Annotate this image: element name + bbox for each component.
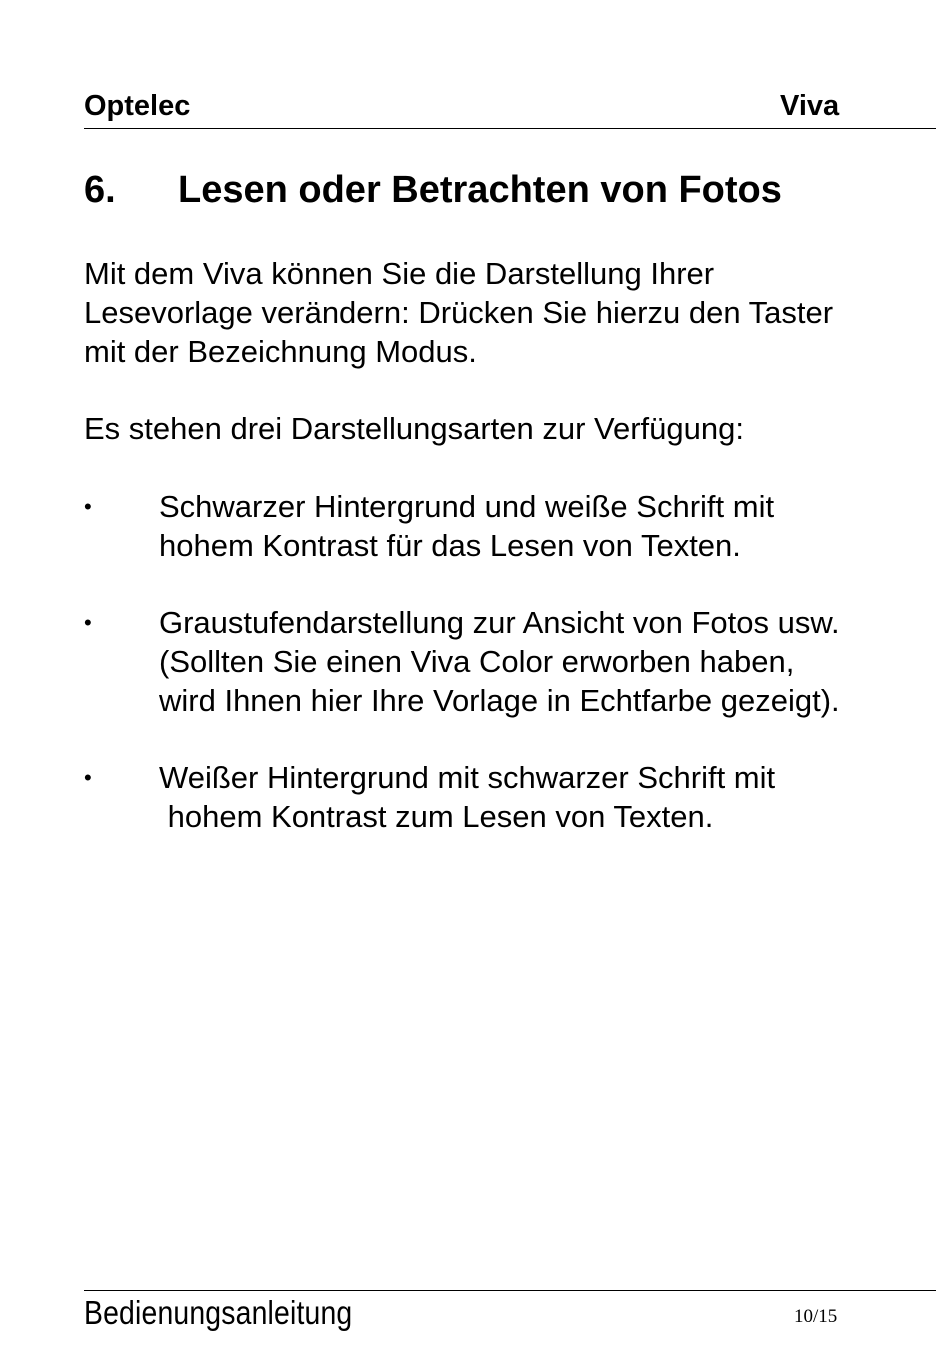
modes-intro-paragraph: [84, 409, 744, 448]
bullet-icon: •: [84, 765, 92, 790]
section-heading: [84, 166, 782, 214]
paragraph-line: mit der Bezeichnung Modus.: [84, 334, 477, 369]
paragraph-line: Mit dem Viva können Sie die Darstellung Ihrer: [84, 256, 715, 291]
bullet-line: (Sollten Sie einen Viva Color erworben haben,: [159, 644, 795, 679]
bullet-line: hohem Kontrast für das Lesen von Texten.: [159, 528, 741, 563]
bullet-line: Schwarzer Hintergrund und weiße Schrift mit: [159, 489, 775, 524]
bullet-icon: •: [84, 610, 92, 635]
page-footer: [84, 1290, 936, 1341]
page-number: 10/15: [794, 1306, 838, 1327]
paragraph-line: Es stehen drei Darstellungsarten zur Verfügung:: [84, 411, 744, 446]
header-brand: Optelec: [84, 90, 191, 122]
bullet-line: Graustufendarstellung zur Ansicht von Fotos usw.: [159, 605, 840, 640]
bullet-text: [159, 603, 840, 720]
header-product: Viva: [780, 90, 840, 122]
bullet-line: hohem Kontrast zum Lesen von Texten.: [159, 799, 714, 834]
bullet-text: [159, 487, 774, 565]
section-number: 6.: [84, 169, 116, 211]
page-header: [84, 88, 936, 129]
section-title: Lesen oder Betrachten von Fotos: [178, 169, 782, 211]
paragraph-line: Lesevorlage verändern: Drücken Sie hierzu den Taster: [84, 295, 834, 330]
bullet-line: Weißer Hintergrund mit schwarzer Schrift mit: [159, 760, 776, 795]
bullet-text: [159, 758, 775, 836]
bullet-icon: •: [84, 494, 92, 519]
bullet-line: wird Ihnen hier Ihre Vorlage in Echtfarbe gezeigt).: [159, 683, 840, 718]
intro-paragraph: [84, 254, 833, 371]
footer-manual-label: Bedienungsanleitung: [84, 1294, 353, 1331]
